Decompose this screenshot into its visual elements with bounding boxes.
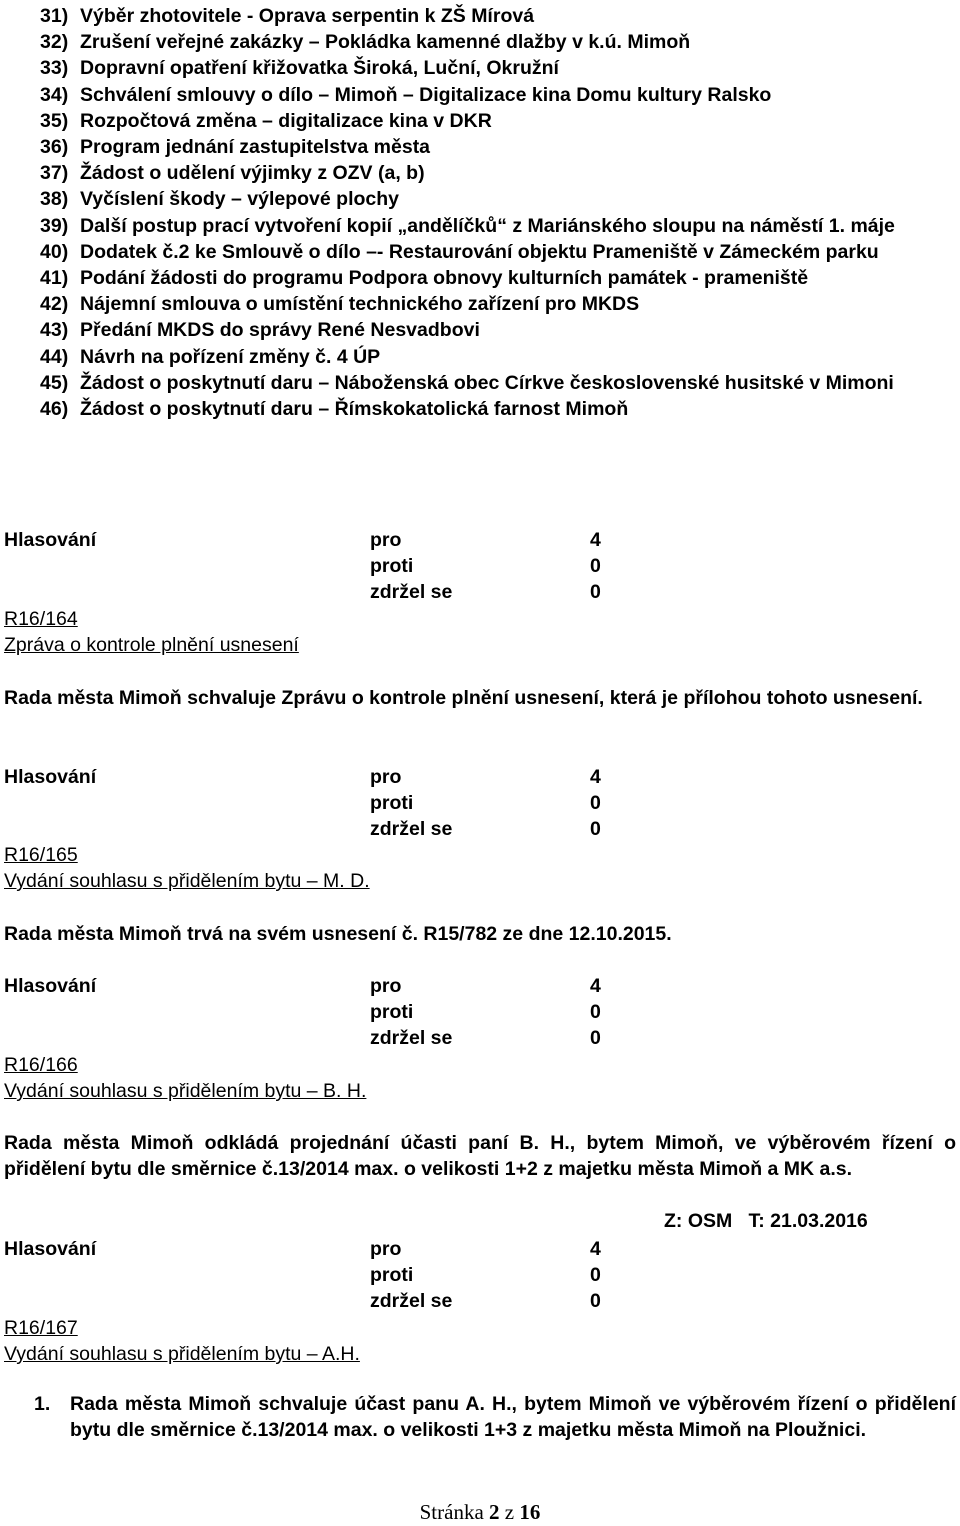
resolution-title: Vydání souhlasu s přidělením bytu – M. D. <box>4 870 370 893</box>
agenda-number: 45) <box>40 371 69 394</box>
agenda-item <box>40 344 956 370</box>
footer-of: z <box>504 1500 515 1524</box>
vote-pro-value: 4 <box>590 529 601 551</box>
agenda-number: 31) <box>40 5 69 27</box>
vote-block <box>4 764 624 843</box>
resolution-id: R16/164 <box>4 608 78 630</box>
vote-block <box>4 527 624 606</box>
agenda-text: Žádost o poskytnutí daru – Náboženská obec Církve československé husitské v Mimoni <box>80 371 894 394</box>
agenda-item <box>40 370 956 396</box>
vote-zdrzel-value: 0 <box>590 1027 601 1050</box>
vote-proti-value: 0 <box>590 792 601 815</box>
agenda-number: 32) <box>40 31 69 54</box>
agenda-item <box>40 160 956 186</box>
vote-proti-value: 0 <box>590 555 601 578</box>
vote-zdrzel-value: 0 <box>590 1290 601 1313</box>
vote-zdrzel-value: 0 <box>590 818 601 841</box>
agenda-text: Návrh na pořízení změny č. 4 ÚP <box>80 345 381 368</box>
agenda-number: 42) <box>40 293 69 316</box>
agenda-item <box>40 108 956 134</box>
vote-proti-value: 0 <box>590 1264 601 1287</box>
agenda-text: Další postup prací vytvoření kopií „andělíčků“ z Mariánského sloupu na náměstí 1. máje <box>80 214 895 237</box>
agenda-number: 41) <box>40 267 69 290</box>
agenda-item <box>40 239 956 265</box>
agenda-text: Zrušení veřejné zakázky – Pokládka kamenné dlažby v k.ú. Mimoň <box>80 31 691 54</box>
agenda-text: Žádost o udělení výjimky z OZV (a, b) <box>80 162 425 185</box>
agenda-item <box>40 291 956 317</box>
resolution-id: R16/167 <box>4 1317 78 1339</box>
agenda-number: 43) <box>40 319 69 342</box>
vote-pro-value: 4 <box>590 1238 601 1260</box>
footer-page-number: 2 <box>489 1500 500 1524</box>
vote-zdrzel-label: zdržel se <box>370 581 453 604</box>
vote-zdrzel-label: zdržel se <box>370 818 453 841</box>
agenda-item <box>40 82 956 108</box>
vote-proti-label: proti <box>370 1264 414 1287</box>
vote-pro-value: 4 <box>590 766 601 788</box>
resolution-header <box>4 1315 360 1367</box>
agenda-item <box>40 213 956 239</box>
agenda-list <box>40 3 956 422</box>
vote-pro-value: 4 <box>590 975 601 997</box>
agenda-number: 38) <box>40 188 69 211</box>
resolution-decision: Rada města Mimoň schvaluje Zprávu o kontrole plnění usnesení, která je přílohou tohoto usnesení. <box>4 687 923 709</box>
agenda-text: Vyčíslení škody – výlepové plochy <box>80 188 400 211</box>
agenda-text: Předání MKDS do správy René Nesvadbovi <box>80 319 480 342</box>
resolution-title: Vydání souhlasu s přidělením bytu – B. H. <box>4 1080 367 1103</box>
vote-title: Hlasování <box>4 766 97 788</box>
agenda-item <box>40 186 956 212</box>
vote-zdrzel-label: zdržel se <box>370 1290 453 1313</box>
agenda-number: 34) <box>40 83 69 106</box>
agenda-text: Výběr zhotovitele - Oprava serpentin k ZŠ Mírová <box>80 5 535 27</box>
agenda-text: Dodatek č.2 ke Smlouvě o dílo –- Restaurování objektu Prameniště v Zámeckém parku <box>80 240 879 263</box>
agenda-number: 46) <box>40 398 69 421</box>
footer-total-pages: 16 <box>519 1500 541 1524</box>
vote-pro-label: pro <box>370 1238 402 1260</box>
page-footer <box>0 1500 960 1525</box>
vote-block <box>4 973 624 1052</box>
resolution-title: Vydání souhlasu s přidělením bytu – A.H. <box>4 1343 360 1366</box>
decision-number: 1. <box>34 1393 51 1415</box>
agenda-text: Rozpočtová změna – digitalizace kina v DKR <box>80 109 492 132</box>
agenda-number: 40) <box>40 240 69 263</box>
resolution-decision: Rada města Mimoň odkládá projednání účasti paní B. H., bytem Mimoň, ve výběrovém řízení o přidělení bytu dle směrnice č.13/2014 max. o velikosti 1+2 z majetku města Mimoň a MK a.s. <box>4 1132 956 1181</box>
vote-title: Hlasování <box>4 1238 97 1260</box>
deadline-note: Z: OSM T: 21.03.2016 <box>664 1210 868 1232</box>
vote-pro-label: pro <box>370 766 402 788</box>
vote-proti-label: proti <box>370 555 414 578</box>
agenda-item <box>40 396 956 422</box>
vote-title: Hlasování <box>4 529 97 551</box>
agenda-item <box>40 3 956 29</box>
agenda-text: Podání žádosti do programu Podpora obnovy kulturních památek - prameniště <box>80 267 809 290</box>
vote-pro-label: pro <box>370 975 402 997</box>
agenda-text: Schválení smlouvy o dílo – Mimoň – Digitalizace kina Domu kultury Ralsko <box>80 83 772 106</box>
agenda-text: Program jednání zastupitelstva města <box>80 136 431 159</box>
resolution-id: R16/166 <box>4 1054 78 1076</box>
agenda-number: 44) <box>40 345 69 368</box>
decision-text: Rada města Mimoň schvaluje účast panu A. H., bytem Mimoň ve výběrovém řízení o přidělení bytu dle směrnice č.13/2014 max. o velikosti 1+3 z majetku města Mimoň na Ploužnici. <box>70 1393 956 1442</box>
agenda-number: 37) <box>40 162 69 185</box>
agenda-number: 33) <box>40 57 69 80</box>
resolution-header <box>4 842 370 894</box>
vote-proti-value: 0 <box>590 1001 601 1024</box>
vote-proti-label: proti <box>370 792 414 815</box>
agenda-item <box>40 265 956 291</box>
agenda-item <box>40 134 956 160</box>
vote-proti-label: proti <box>370 1001 414 1024</box>
agenda-item <box>40 55 956 81</box>
agenda-text: Nájemní smlouva o umístění technického zařízení pro MKDS <box>80 293 640 316</box>
agenda-number: 36) <box>40 136 69 159</box>
resolution-decision: Rada města Mimoň trvá na svém usnesení č. R15/782 ze dne 12.10.2015. <box>4 923 672 945</box>
agenda-item <box>40 29 956 55</box>
vote-pro-label: pro <box>370 529 402 551</box>
agenda-number: 35) <box>40 109 69 132</box>
vote-block <box>4 1236 624 1315</box>
numbered-decision <box>34 1391 956 1443</box>
agenda-item <box>40 317 956 343</box>
vote-zdrzel-value: 0 <box>590 581 601 604</box>
resolution-header <box>4 606 299 658</box>
agenda-number: 39) <box>40 214 69 237</box>
vote-title: Hlasování <box>4 975 97 997</box>
resolution-title: Zpráva o kontrole plnění usnesení <box>4 634 299 657</box>
agenda-text: Žádost o poskytnutí daru – Římskokatolická farnost Mimoň <box>80 398 629 421</box>
resolution-header <box>4 1052 366 1104</box>
footer-prefix: Stránka <box>419 1500 484 1524</box>
vote-zdrzel-label: zdržel se <box>370 1027 453 1050</box>
resolution-id: R16/165 <box>4 844 78 866</box>
agenda-text: Dopravní opatření křižovatka Široká, Luční, Okružní <box>80 57 559 80</box>
